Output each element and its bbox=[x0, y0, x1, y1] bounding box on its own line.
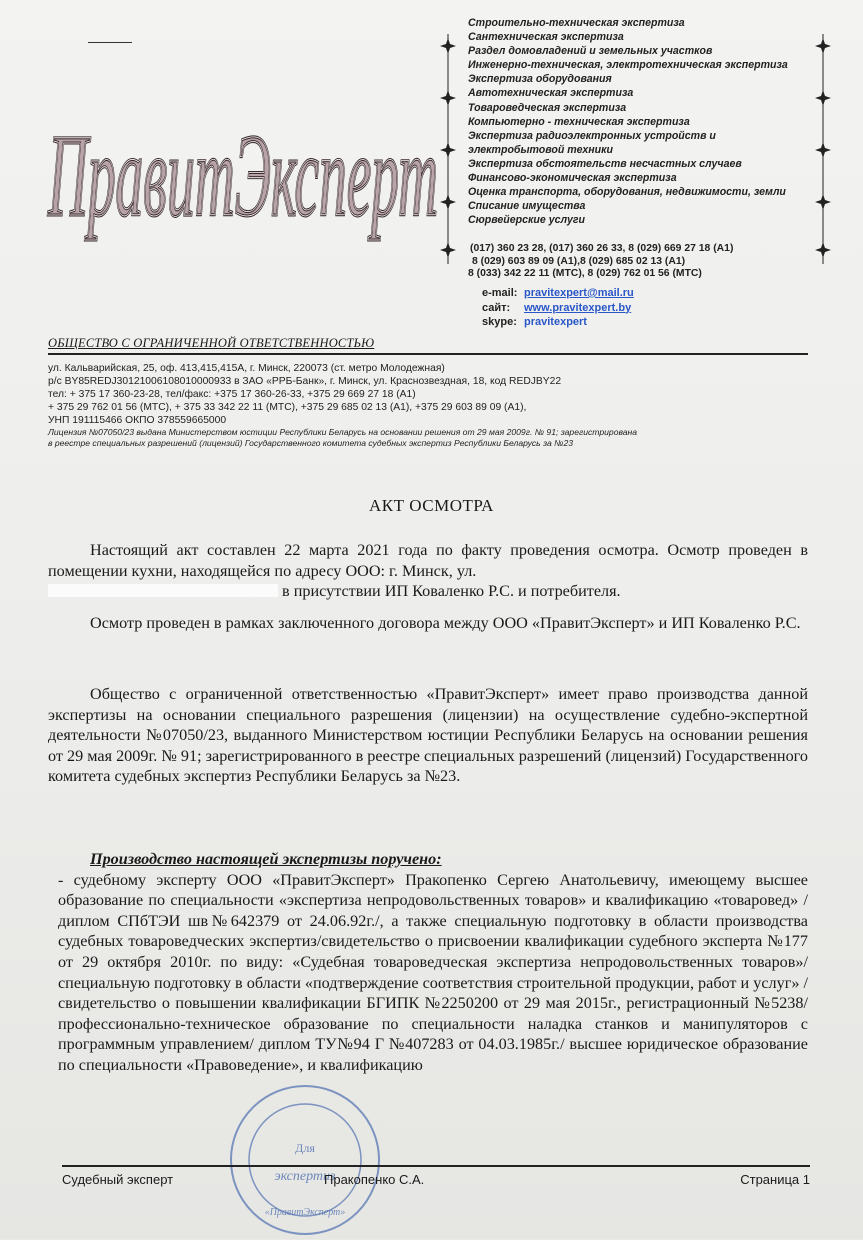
company-logo bbox=[40, 80, 440, 250]
skype-value: pravitexpert bbox=[524, 316, 587, 328]
service-item: Финансово-экономическая экспертиза bbox=[468, 172, 677, 185]
service-item: Инженерно-техническая, электротехническая экспертиза bbox=[468, 59, 788, 72]
svg-text:ПравитЭксперт: ПравитЭксперт bbox=[47, 110, 438, 241]
requisite-line: ул. Кальварийская, 25, оф. 413,415,415А, г. Минск, 220073 (ст. метро Молодежная) bbox=[48, 363, 445, 374]
service-item: Экспертиза оборудования bbox=[468, 73, 612, 86]
paragraph-text: Общество с ограниченной ответственностью «ПравитЭксперт» имеет право производства данной экспертизы на основании специального разрешения (лицензии) на осуществление судебно-экспертной деятельности №07050/23, выданного Министерством юстиции Республики Беларусь на основании решения от 29 мая 2009г. № 91; зарегистрированного в реестре специальных разрешений (лицензий) Государственного комитета судебных экспертиз Республики Беларусь за №23. bbox=[48, 685, 808, 786]
email-label: e-mail: bbox=[482, 287, 518, 299]
section-title: Производство настоящей экспертизы поручено: bbox=[90, 850, 442, 868]
phone-line: 8 (029) 603 89 09 (А1),8 (029) 685 02 13 (А1) bbox=[472, 255, 686, 267]
license-line: Лицензия №07050/23 выдана Министерством юстиции Республики Беларусь на основании решения от 29 мая 2009г. № 91; зарегистрирована bbox=[48, 427, 638, 437]
site-link[interactable]: www.pravitexpert.by bbox=[524, 301, 632, 314]
service-item: Оценка транспорта, оборудования, недвижимости, земли bbox=[468, 186, 786, 199]
services-list bbox=[468, 16, 828, 227]
service-item: Экспертиза радиоэлектронных устройств и bbox=[468, 129, 716, 142]
footer-role: Судебный эксперт bbox=[62, 1172, 174, 1187]
service-item: Сюрвейерские услуги bbox=[468, 214, 585, 227]
footer-divider bbox=[62, 1165, 810, 1167]
svg-text:экспертиз: экспертиз bbox=[274, 1169, 336, 1184]
requisite-line: тел: + 375 17 360-23-28, тел/факс: +375 17 360-26-33, +375 29 669 27 18 (А1) bbox=[48, 389, 416, 400]
paragraph-4 bbox=[48, 849, 808, 1076]
requisite-line: р/с BY85REDJ30121006108010000933 в ЗАО «РРБ-Банк», г. Минск, ул. Краснозвездная, 18, код REDJBY22 bbox=[48, 376, 562, 387]
requisite-line: + 375 29 762 01 56 (МТС), + 375 33 342 22 11 (МТС), +375 29 685 02 13 (А1), +375 29 603 89 09 (А1), bbox=[48, 402, 527, 413]
service-item: Раздел домовладений и земельных участков bbox=[468, 45, 713, 58]
org-type: ОБЩЕСТВО С ОГРАНИЧЕННОЙ ОТВЕТСТВЕННОСТЬЮ bbox=[48, 336, 375, 350]
left-star-column bbox=[440, 34, 456, 264]
svg-text:ПравитЭксперт: ПравитЭксперт bbox=[47, 110, 438, 241]
requisite-line: УНП 191115466 ОКПО 378559665000 bbox=[48, 415, 227, 426]
service-item: Компьютерно - техническая экспертиза bbox=[468, 115, 690, 128]
paragraph-text: Осмотр проведен в рамках заключенного договора между ООО «ПравитЭксперт» и ИП Коваленко Р.С. bbox=[90, 614, 801, 632]
phone-line: (017) 360 23 28, (017) 360 26 33, 8 (029) 669 27 18 (А1) bbox=[470, 243, 734, 254]
paragraph-3 bbox=[48, 684, 808, 787]
service-item: Списание имущества bbox=[468, 200, 586, 213]
service-item: Строительно-техническая экспертиза bbox=[468, 17, 685, 29]
paragraph-text: в присутствии ИП Коваленко Р.С. и потребителя. bbox=[278, 582, 621, 601]
redacted-address bbox=[48, 584, 278, 597]
paragraph-text: - судебному эксперту ООО «ПравитЭксперт» Пракопенко Сергею Анатольевичу, имеющему высшее образование по специальности «экспертиза непродовольственных товаров» и квалификацию «товаровед» /диплом СПбТЭИ шв№642379 от 24.06.92г./, а также специальную подготовку в области производства судебных товароведческих экспертиз/свидетельство о присвоении квалификации судебного эксперта №177 от 29 октября 2010г. по виду: «Судебная товароведческая экспертиза непродовольственных товаров»/ специальную подготовку в области «подтверждение соответствия строительной продукции, работ и услуг» /свидетельство о повышении квалификации БГИПК №2250200 от 29 мая 2015г., регистрационный №5238/ профессионально-техническое образование по специальности наладка станков и манипуляторов с программным управлением/ диплом ТУ№94 Г №407283 от 04.03.1985г./ высшее юридическое образование по специальности «Правоведение», и квалификацию bbox=[58, 870, 808, 1074]
paragraph-text: Настоящий акт составлен 22 марта 2021 года по факту проведения осмотра. Осмотр проведен в помещении кухни, находящейся по адресу ООО: г. Минск, ул. bbox=[48, 541, 808, 580]
paragraph-1 bbox=[48, 540, 808, 602]
header-divider bbox=[48, 353, 808, 355]
paragraph-2 bbox=[48, 613, 808, 634]
document-title: АКТ ОСМОТРА bbox=[369, 496, 494, 515]
service-item: Товароведческая экспертиза bbox=[468, 101, 627, 114]
logo-mark bbox=[88, 42, 132, 43]
service-item: Автотехническая экспертиза bbox=[468, 87, 634, 100]
svg-text:Для: Для bbox=[295, 1141, 315, 1155]
footer-expert-name: Пракопенко С.А. bbox=[324, 1172, 425, 1187]
svg-text:«ПравитЭксперт»: «ПравитЭксперт» bbox=[264, 1207, 346, 1218]
page-number: Страница 1 bbox=[740, 1172, 810, 1187]
service-item: Экспертиза обстоятельств несчастных случаев bbox=[468, 157, 742, 170]
service-item: Сантехническая экспертиза bbox=[468, 31, 624, 44]
phone-list bbox=[470, 243, 733, 281]
web-contacts bbox=[482, 286, 634, 330]
site-label: сайт: bbox=[482, 301, 511, 314]
requisites bbox=[48, 362, 637, 449]
phone-line: 8 (033) 342 22 11 (МТС), 8 (029) 762 01 56 (МТС) bbox=[468, 268, 702, 279]
service-item: электробытовой техники bbox=[468, 143, 613, 156]
company-stamp bbox=[225, 1080, 385, 1240]
skype-label: skype: bbox=[482, 316, 517, 328]
email-link[interactable]: pravitexpert@mail.ru bbox=[524, 287, 634, 299]
license-line: в реестре специальных разрешений (лицензий) Государственного комитета судебных экспертиз Республики Беларусь за №23 bbox=[48, 438, 574, 448]
